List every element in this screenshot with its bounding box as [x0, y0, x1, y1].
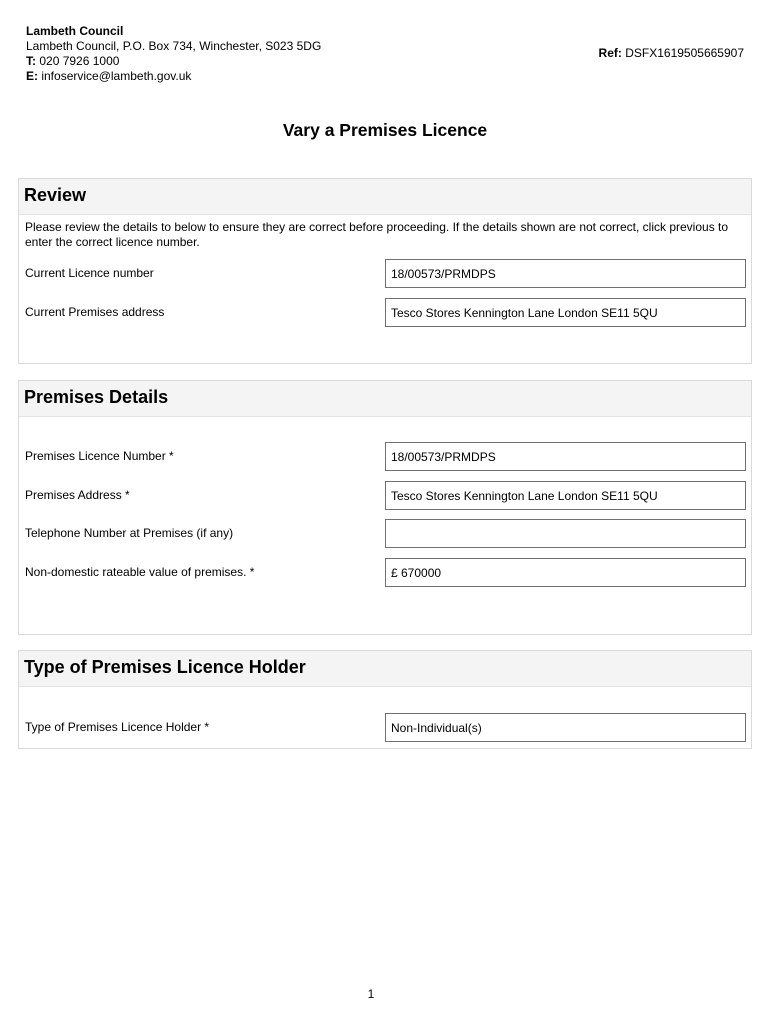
reference-number: DSFX1619505665907	[625, 46, 744, 60]
licence-holder-type-field	[19, 713, 751, 742]
reference	[599, 46, 744, 61]
reference-label: Ref:	[598, 46, 622, 60]
organisation-phone	[26, 54, 321, 69]
phone-number: 020 7926 1000	[39, 54, 120, 68]
field-label: Telephone Number at Premises (if any)	[25, 526, 234, 540]
premises-address-value: Tesco Stores Kennington Lane London SE11 5QU	[385, 481, 746, 510]
premises-telephone-field	[19, 519, 751, 548]
licence-holder-type-value: Non-Individual(s)	[385, 713, 746, 742]
current-licence-number-field	[19, 259, 751, 288]
phone-label: T:	[26, 54, 36, 68]
rateable-value-field	[19, 558, 751, 587]
premises-licence-number-value: 18/00573/PRMDPS	[385, 442, 746, 471]
current-premises-address-field	[19, 298, 751, 327]
premises-details-section	[18, 380, 752, 635]
field-label: Current Premises address	[25, 305, 165, 319]
rateable-value-value: £ 670000	[385, 558, 746, 587]
field-label: Non-domestic rateable value of premises. *	[25, 565, 255, 579]
field-label: Type of Premises Licence Holder *	[25, 720, 210, 734]
review-heading: Review	[19, 179, 751, 215]
document-title: Vary a Premises Licence	[282, 120, 488, 140]
organisation-address: Lambeth Council, P.O. Box 734, Winchester, S023 5DG	[26, 39, 322, 53]
organisation-details	[26, 24, 321, 84]
organisation-email	[26, 69, 321, 84]
premises-licence-number-field	[19, 442, 751, 471]
organisation-name: Lambeth Council	[26, 24, 124, 38]
current-licence-number-value: 18/00573/PRMDPS	[385, 259, 746, 288]
premises-details-heading: Premises Details	[19, 381, 751, 417]
review-section	[18, 178, 752, 364]
email-address: infoservice@lambeth.gov.uk	[41, 69, 192, 83]
page-number: 1	[367, 987, 375, 1001]
current-premises-address-value: Tesco Stores Kennington Lane London SE11 5QU	[385, 298, 746, 327]
email-label: E:	[26, 69, 38, 83]
premises-telephone-value	[385, 519, 746, 548]
field-label: Premises Address *	[25, 488, 130, 502]
review-instructions: Please review the details to below to ensure they are correct before proceeding. If the details shown are not correct, click previous to enter the correct licence number.	[25, 220, 729, 249]
field-label: Premises Licence Number *	[25, 449, 174, 463]
field-label: Current Licence number	[25, 266, 154, 280]
licence-holder-heading: Type of Premises Licence Holder	[19, 651, 751, 687]
premises-address-field	[19, 481, 751, 510]
licence-holder-section	[18, 650, 752, 749]
